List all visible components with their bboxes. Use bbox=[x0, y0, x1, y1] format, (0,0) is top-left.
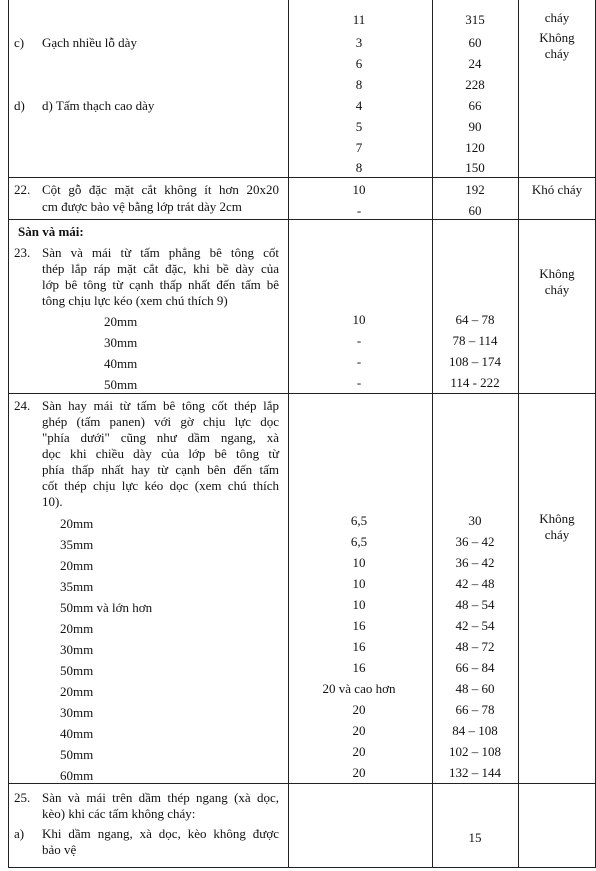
sub-item: 50mm bbox=[60, 663, 94, 678]
row-divider bbox=[8, 219, 596, 220]
table-cell: - bbox=[356, 333, 362, 348]
sub-item: 30mm bbox=[60, 642, 94, 657]
table-cell: 10 bbox=[352, 576, 366, 591]
sub-item: 20mm bbox=[60, 621, 94, 636]
fire-class: Không bbox=[539, 266, 575, 281]
item-text: ghép (tấm panen) với gờ chịu lực dọc bbox=[42, 414, 279, 429]
table-cell: - bbox=[356, 203, 362, 218]
item-text: phía thấp nhất hay từ cạnh bên đến tấm bbox=[42, 462, 279, 477]
table-cell: 78 – 114 bbox=[452, 333, 498, 348]
row-divider bbox=[8, 177, 596, 178]
column-divider-1 bbox=[288, 0, 289, 868]
item-text: Sàn hay mái từ tấm bê tông cốt thép lắp bbox=[42, 398, 279, 413]
table-cell: - bbox=[356, 375, 362, 390]
column-divider-3 bbox=[518, 0, 519, 868]
table-cell: 10 bbox=[352, 312, 366, 327]
fire-class: cháy bbox=[544, 527, 570, 542]
sub-item: 60mm bbox=[60, 768, 94, 783]
table-cell: 10 bbox=[352, 597, 366, 612]
item-text: thép lắp ráp mặt cắt đặc, khi bề dày của bbox=[42, 261, 279, 276]
table-cell: 84 – 108 bbox=[452, 723, 498, 738]
sub-item: 50mm bbox=[60, 747, 94, 762]
table-cell: 3 bbox=[355, 35, 363, 50]
sub-item: 35mm bbox=[60, 579, 94, 594]
table-cell: 10 bbox=[352, 182, 366, 197]
table-cell: 4 bbox=[355, 98, 363, 113]
item-text: Gạch nhiều lỗ dày bbox=[42, 35, 137, 50]
item-text: tông chịu lực kéo (xem chú thích 9) bbox=[42, 293, 228, 308]
table-cell: 15 bbox=[468, 830, 482, 845]
sub-item: 50mm và lớn hơn bbox=[60, 600, 153, 615]
table-cell: 16 bbox=[352, 618, 366, 633]
sub-item: 40mm bbox=[104, 356, 138, 371]
table-cell: 48 – 60 bbox=[455, 681, 495, 696]
table-cell: 20 bbox=[352, 702, 366, 717]
table-cell: 8 bbox=[355, 77, 363, 92]
item-label: d) bbox=[14, 98, 25, 113]
item-text: lớp bê tông từ cạnh thấp nhất đến tấm bê bbox=[42, 277, 279, 292]
table-cell: 6,5 bbox=[350, 513, 368, 528]
sub-item: 35mm bbox=[60, 537, 94, 552]
table-cell: 60 bbox=[468, 203, 482, 218]
table-cell: 20 và cao hơn bbox=[322, 681, 396, 696]
table-cell: 20 bbox=[352, 765, 366, 780]
table-cell: 10 bbox=[352, 555, 366, 570]
table-cell: 5 bbox=[355, 119, 363, 134]
item-text: Sàn và mái trên dầm thép ngang (xà dọc, bbox=[42, 790, 279, 805]
table-cell: 8 bbox=[355, 160, 363, 175]
item-text: cốt thép chịu lực kéo dọc (xem chú thích bbox=[42, 478, 279, 493]
table-cell: 120 bbox=[465, 140, 485, 155]
table-cell: 36 – 42 bbox=[455, 555, 495, 570]
table-cell: 24 bbox=[468, 56, 482, 71]
table-cell: 108 – 174 bbox=[449, 354, 501, 369]
sub-item: 40mm bbox=[60, 726, 94, 741]
table-cell: 60 bbox=[468, 35, 482, 50]
table-cell: 11 bbox=[352, 12, 366, 27]
item-text: dọc khi chiều dày của lớp bê tông từ bbox=[42, 446, 279, 461]
table-cell: 20 bbox=[352, 744, 366, 759]
table-cell: 132 – 144 bbox=[449, 765, 501, 780]
item-label: a) bbox=[14, 826, 25, 841]
table-cell: 16 bbox=[352, 660, 366, 675]
fire-class: Không bbox=[539, 30, 575, 45]
table-cell: 7 bbox=[355, 140, 363, 155]
table-cell: 30 bbox=[468, 513, 482, 528]
table-border-left bbox=[8, 0, 9, 868]
table-cell: 6 bbox=[355, 56, 363, 71]
table-cell: 315 bbox=[465, 12, 485, 27]
fire-class: cháy bbox=[544, 282, 570, 297]
sub-item: 20mm bbox=[60, 684, 94, 699]
item-number: 24. bbox=[14, 398, 31, 413]
table-border-bottom bbox=[8, 867, 596, 868]
table-cell: 66 bbox=[468, 98, 482, 113]
fire-resistance-table bbox=[8, 0, 596, 868]
table-cell: 228 bbox=[465, 77, 485, 92]
item-label: c) bbox=[14, 35, 25, 50]
table-cell: 42 – 54 bbox=[455, 618, 495, 633]
table-cell: 42 – 48 bbox=[455, 576, 495, 591]
item-number: 23. bbox=[14, 245, 31, 260]
table-cell: 48 – 54 bbox=[455, 597, 495, 612]
item-number: 25. bbox=[14, 790, 31, 805]
table-cell: 66 – 78 bbox=[455, 702, 495, 717]
sub-item: 30mm bbox=[60, 705, 94, 720]
table-cell: 66 – 84 bbox=[455, 660, 495, 675]
item-text: Sàn và mái từ tấm phẳng bê tông cốt bbox=[42, 245, 279, 260]
table-cell: 64 – 78 bbox=[455, 312, 495, 327]
table-cell: 192 bbox=[465, 182, 485, 197]
item-text: bảo vệ bbox=[42, 842, 77, 857]
sub-item: 20mm bbox=[60, 516, 94, 531]
table-cell: 90 bbox=[468, 119, 482, 134]
item-text: "phía dưới" cũng như dầm ngang, xà bbox=[42, 430, 279, 445]
item-text: 10). bbox=[42, 494, 63, 509]
table-cell: - bbox=[356, 354, 362, 369]
row-divider bbox=[8, 783, 596, 784]
table-cell: 150 bbox=[465, 160, 485, 175]
sub-item: 20mm bbox=[60, 558, 94, 573]
table-cell: 102 – 108 bbox=[449, 744, 501, 759]
fire-class: Không bbox=[539, 511, 575, 526]
table-cell: 16 bbox=[352, 639, 366, 654]
fire-class: Khó cháy bbox=[531, 182, 583, 197]
table-cell: 6,5 bbox=[350, 534, 368, 549]
fire-class: cháy bbox=[544, 46, 570, 61]
fire-class: cháy bbox=[544, 10, 570, 25]
table-cell: 48 – 72 bbox=[455, 639, 495, 654]
item-text: Cột gỗ đặc mặt cắt không ít hơn 20x20 bbox=[42, 182, 279, 197]
item-text: d) Tấm thạch cao dày bbox=[42, 98, 155, 113]
table-cell: 20 bbox=[352, 723, 366, 738]
section-heading: Sàn và mái: bbox=[18, 224, 84, 239]
sub-item: 30mm bbox=[104, 335, 138, 350]
sub-item: 20mm bbox=[104, 314, 138, 329]
item-text: cm được bảo vệ bằng lớp trát dày 2cm bbox=[42, 199, 242, 214]
table-cell: 114 - 222 bbox=[450, 375, 500, 390]
item-text: kèo) khi các tấm không cháy: bbox=[42, 806, 196, 821]
table-cell: 36 – 42 bbox=[455, 534, 495, 549]
item-number: 22. bbox=[14, 182, 31, 197]
item-text: Khi dầm ngang, xà dọc, kèo không được bbox=[42, 826, 279, 841]
row-divider bbox=[8, 393, 596, 394]
sub-item: 50mm bbox=[104, 377, 138, 392]
